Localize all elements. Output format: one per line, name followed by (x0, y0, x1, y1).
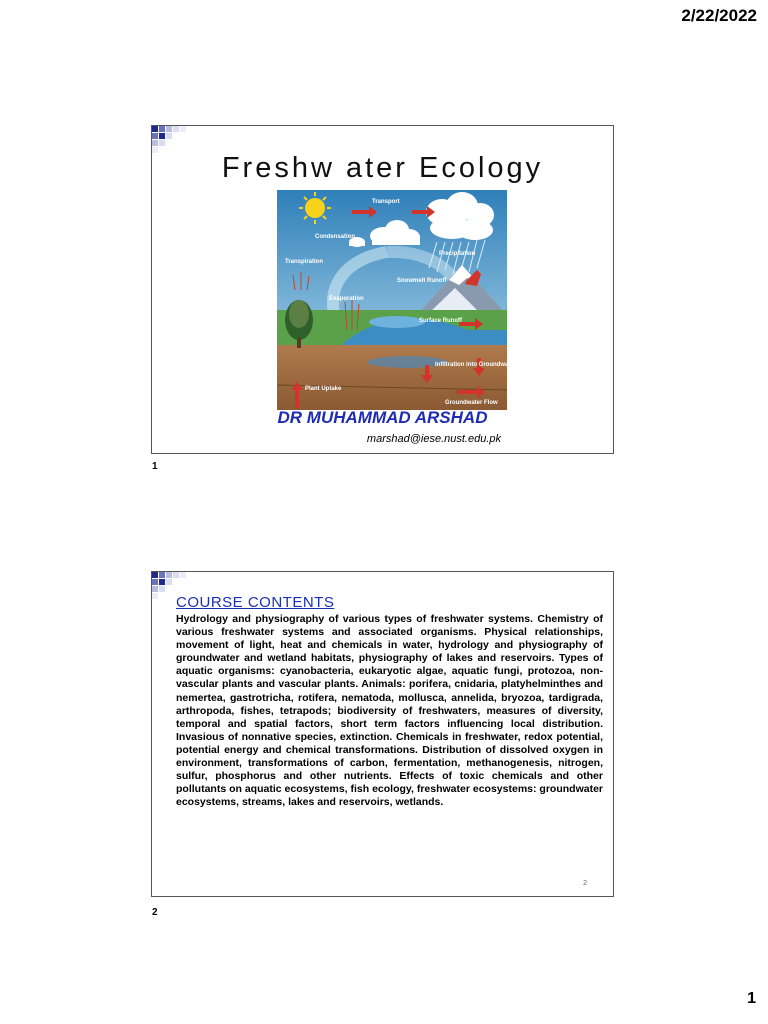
label-surface-runoff: Surface Runoff (419, 318, 463, 324)
slide-corner-decoration (152, 126, 192, 154)
label-transpiration: Transpiration (285, 259, 324, 265)
author-email: marshad@iese.nust.edu.pk (366, 433, 501, 445)
label-plant-uptake: Plant Uptake (305, 386, 342, 392)
course-contents-text: Hydrology and physiography of various types of freshwater systems. Chemistry of various freshwater systems and associated organisms. Physical relationships, movement of light, heat and chemicals in water, hydrology and physiography of groundwater and wetland habitats, physiography of lakes and reservoirs. Types of aquatic organisms: cyanobacteria, eukaryotic algae, aquatic fungi, protozoa, non-vascular plants and vascular plants. Animals: porifera, cnidaria, platyhelminthes and nemertea, gastrotricha, rotifera, nematoda, mollusca, annelida, bryozoa, tardigrada, arthropoda, fishes, tetrapods; biodiversity of freshwaters, measures of diversity, temporal and spatial factors, short term factors influencing local distribution. Invasious of nonnative species, extinction. Chemicals in freshwater, redox potential, potential energy and chemical transformations. Distribution of dissolved oxygen in environment, transformations of carbon, fermentation, methanogenesis, nitrogen, sulfur, phosphorus and other nutrients. Effects of toxic chemicals and other pollutants on aquatic ecosystems, fish ecology, freshwater ecosystems: groundwater ecosystems, streams, lakes and reservoirs, wetlands. (176, 613, 603, 809)
slide-footer-number: 2 (583, 880, 587, 887)
label-infiltration: Infiltration into Groundwater (435, 362, 516, 368)
label-condensation: Condensation (315, 234, 355, 240)
water-cycle-diagram (277, 190, 516, 410)
slide-2 (151, 571, 614, 897)
page-number: 1 (747, 990, 756, 1007)
label-precipitation: Precipitation (439, 251, 476, 257)
author-name: DR MUHAMMAD ARSHAD (277, 408, 488, 427)
label-groundwater-flow: Groundwater Flow (445, 400, 498, 406)
label-evaporation: Evaporation (329, 296, 364, 302)
slide-1 (151, 125, 614, 454)
label-transport: Transport (372, 199, 400, 205)
slide-title: Freshw ater Ecology (221, 152, 544, 184)
section-heading: COURSE CONTENTS (176, 594, 335, 611)
slide-index-2: 2 (152, 907, 158, 918)
label-snowmelt: Snowmelt Runoff (397, 278, 447, 284)
slide-index-1: 1 (152, 461, 158, 472)
page-date: 2/22/2022 (681, 6, 757, 25)
